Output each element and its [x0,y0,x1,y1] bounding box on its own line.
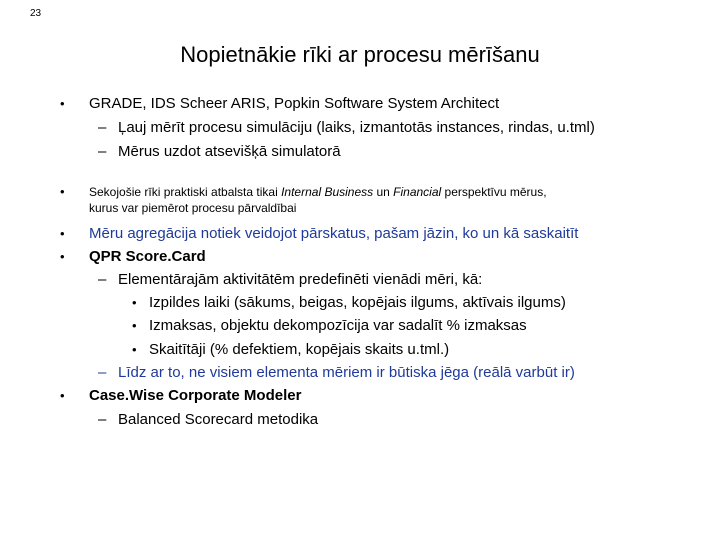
dash-marker: – [98,364,107,381]
sub-item-bsc: Balanced Scorecard metodika [118,411,319,428]
sub-item-elementaras: Elementārajām aktivitātēm predefinēti vienādi mēri, kā: [118,271,483,288]
dash-marker: – [98,119,107,136]
sub-sub-item-skaititaji: Skaitītāji (% defektiem, kopējais skaits u.tml.) [149,341,450,358]
bullet-marker: • [60,96,65,111]
list-item-sekojosie: Sekojošie rīki praktiski atbalsta tikai Internal Business un Financial perspektīvu mērus, [89,185,547,199]
sub-item-simulators: Mērus uzdot atsevišķā simulatorā [118,143,341,160]
bullet-marker: • [60,226,65,241]
dash-marker: – [98,411,107,428]
sub-sub-item-izmaksas: Izmaksas, objektu dekompozīcija var sadalīt % izmaksas [149,317,527,334]
list-item-qpr: QPR Score.Card [89,248,206,265]
list-item-grade: GRADE, IDS Scheer ARIS, Popkin Software System Architect [89,95,500,112]
sub-sub-item-izpildes: Izpildes laiki (sākums, beigas, kopējais ilgums, aktīvais ilgums) [149,294,566,311]
list-item-meru: Mēru agregācija notiek veidojot pārskatus, pašam jāzin, ko un kā saskaitīt [89,225,579,242]
dash-marker: – [98,143,107,160]
sub-item-simulacija: Ļauj mērīt procesu simulāciju (laiks, izmantotās instances, rindas, u.tml) [118,119,595,136]
bullet-marker: • [60,184,65,199]
bullet-marker: • [60,249,65,264]
bullet-marker: • [132,342,137,357]
list-item-sekojosie-line2: kurus var piemērot procesu pārvaldībai [89,201,297,215]
bullet-marker: • [60,388,65,403]
sub-item-jega: Līdz ar to, ne visiem elementa mēriem ir būtiska jēga (reālā varbūt ir) [118,364,575,381]
slide-number: 23 [30,8,42,19]
list-item-casewise: Case.Wise Corporate Modeler [89,387,302,404]
dash-marker: – [98,271,107,288]
page-title: Nopietnākie rīki ar procesu mērīšanu [180,42,540,67]
bullet-marker: • [132,295,137,310]
bullet-marker: • [132,318,137,333]
